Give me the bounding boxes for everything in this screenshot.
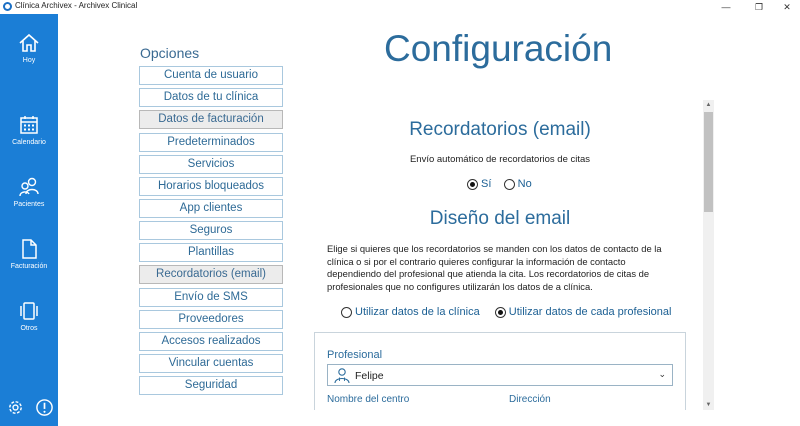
- maximize-button[interactable]: ❐: [754, 2, 764, 12]
- option-servicios[interactable]: Servicios: [139, 155, 283, 174]
- sidebar-item-label: Facturación: [10, 263, 48, 270]
- option-datos-facturacion[interactable]: Datos de facturación: [139, 110, 283, 129]
- options-heading: Opciones: [140, 45, 200, 61]
- doctor-avatar-icon: [333, 367, 351, 384]
- email-design-title: Diseño del email: [429, 208, 571, 229]
- email-source-radio-group: [341, 306, 683, 318]
- cards-icon: [18, 300, 40, 322]
- chevron-down-icon: ⌄: [658, 369, 666, 379]
- option-accesos-realizados[interactable]: Accesos realizados: [139, 332, 283, 351]
- content-scrollbar[interactable]: [703, 100, 714, 410]
- radio-no-label: No: [517, 178, 532, 191]
- sidebar-item-label: Otros: [20, 325, 38, 332]
- sidebar-item-label: Hoy: [22, 57, 36, 64]
- option-seguros[interactable]: Seguros: [139, 221, 283, 240]
- home-icon: [18, 32, 40, 54]
- option-envio-sms[interactable]: Envío de SMS: [139, 288, 283, 307]
- option-plantillas[interactable]: Plantillas: [139, 243, 283, 262]
- option-cuenta-usuario[interactable]: Cuenta de usuario: [139, 66, 283, 85]
- reminders-subtitle: Envío automático de recordatorios de citas: [409, 154, 591, 165]
- nombre-centro-label: Nombre del centro: [327, 394, 410, 405]
- option-seguridad[interactable]: Seguridad: [139, 376, 283, 395]
- minimize-button[interactable]: —: [721, 2, 731, 12]
- direccion-label: Dirección: [509, 394, 551, 405]
- profesional-value: Felipe: [355, 370, 384, 382]
- window-title: Clínica Archivex - Archivex Clinical: [15, 1, 138, 10]
- reminders-radio-group: [467, 178, 532, 190]
- title-bar: [0, 0, 800, 14]
- radio-si-label: Sí: [481, 178, 492, 191]
- radio-si[interactable]: [467, 178, 491, 190]
- radio-no[interactable]: [504, 178, 532, 190]
- scroll-thumb[interactable]: [704, 112, 713, 212]
- page-title: Configuración: [384, 28, 613, 69]
- radio-datos-clinica-dot[interactable]: [341, 307, 352, 318]
- radio-no-dot[interactable]: [504, 179, 515, 190]
- radio-datos-profesional-dot[interactable]: [495, 307, 506, 318]
- profesional-select[interactable]: [327, 364, 673, 386]
- document-icon: [18, 238, 40, 260]
- sidebar-item-pacientes[interactable]: [0, 176, 58, 226]
- option-recordatorios-email[interactable]: Recordatorios (email): [139, 265, 283, 284]
- sidebar-item-calendario[interactable]: [0, 114, 58, 164]
- calendar-icon: [18, 114, 40, 136]
- app-logo-icon: [3, 2, 12, 11]
- sidebar-item-facturacion[interactable]: [0, 238, 58, 288]
- option-vincular-cuentas[interactable]: Vincular cuentas: [139, 354, 283, 373]
- radio-datos-profesional[interactable]: [495, 306, 672, 318]
- sidebar-bottom: [0, 398, 58, 418]
- scroll-up-icon[interactable]: ▲: [705, 102, 712, 108]
- info-icon[interactable]: [35, 398, 54, 417]
- email-design-description: Elige si quieres que los recordatorios se manden con los datos de contacto de la clínica o si por el contrario quieres configurar la información de contacto dependiendo del profesional que atienda la cita. Los recordatorios de citas de profesionales que no configures utilizarán los datos de a clínica.: [327, 243, 662, 292]
- option-datos-clinica[interactable]: Datos de tu clínica: [139, 88, 283, 107]
- settings-panel: [300, 100, 700, 410]
- radio-si-dot[interactable]: [467, 179, 478, 190]
- sidebar-item-label: Pacientes: [13, 201, 45, 208]
- sidebar: [0, 14, 58, 426]
- sidebar-item-label: Calendario: [12, 139, 46, 146]
- close-button[interactable]: ✕: [783, 2, 791, 12]
- radio-datos-clinica-label: Utilizar datos de la clínica: [355, 306, 480, 319]
- option-horarios-bloqueados[interactable]: Horarios bloqueados: [139, 177, 283, 196]
- sidebar-item-otros[interactable]: [0, 300, 58, 350]
- reminders-title: Recordatorios (email): [409, 119, 591, 140]
- radio-datos-clinica[interactable]: [341, 306, 480, 318]
- scroll-down-icon[interactable]: ▼: [705, 402, 712, 408]
- profesional-label: Profesional: [327, 349, 383, 361]
- gear-icon[interactable]: [6, 398, 25, 417]
- profesional-card: [314, 332, 686, 410]
- sidebar-item-hoy[interactable]: [0, 32, 58, 82]
- option-app-clientes[interactable]: App clientes: [139, 199, 283, 218]
- radio-datos-profesional-label: Utilizar datos de cada profesional: [508, 306, 672, 319]
- users-icon: [18, 176, 40, 198]
- option-predeterminados[interactable]: Predeterminados: [139, 133, 283, 152]
- option-proveedores[interactable]: Proveedores: [139, 310, 283, 329]
